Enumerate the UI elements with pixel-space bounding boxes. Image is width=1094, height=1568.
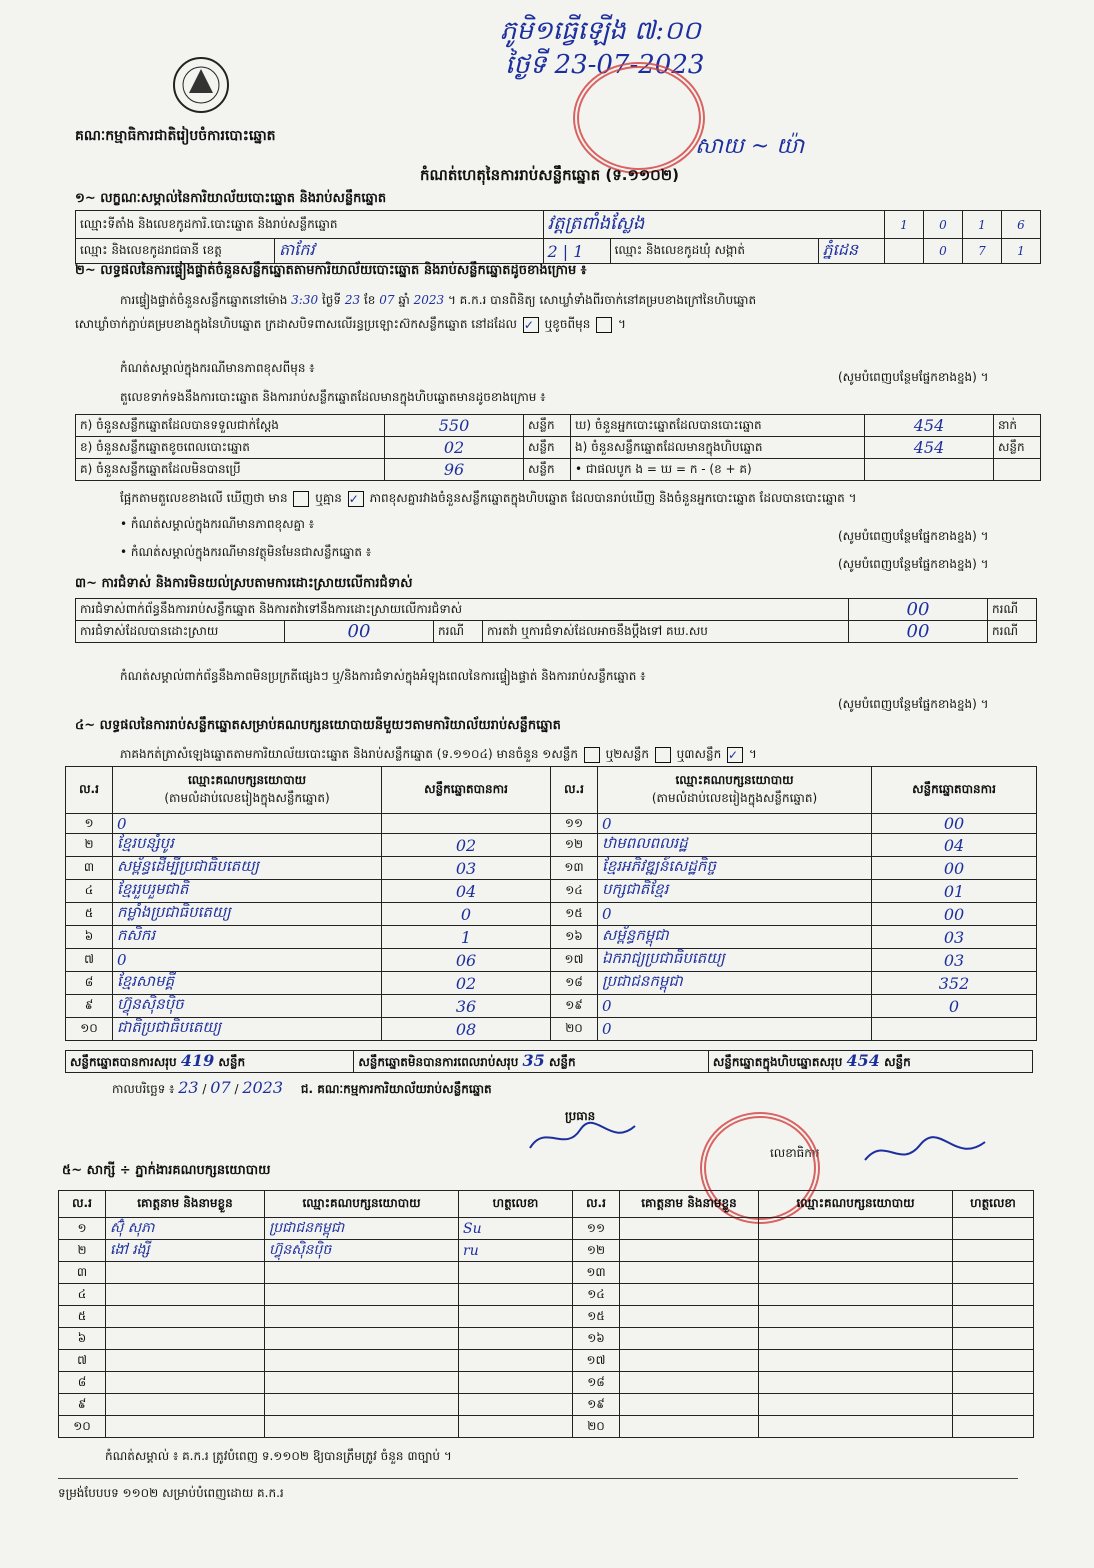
party-name: កសិករ xyxy=(113,926,382,949)
witness-name xyxy=(106,1306,265,1328)
party-votes: 02 xyxy=(382,834,551,857)
party-votes: 08 xyxy=(382,1018,551,1041)
para-day-label: ថ្ងៃទី xyxy=(321,293,341,307)
count-left-label: គ) ចំនួនសន្លឹកឆ្នោតដែលមិនបានប្រើ xyxy=(76,459,385,481)
para-year-label: ឆ្នាំ xyxy=(398,293,410,307)
witness-row xyxy=(59,1240,1034,1262)
resolved-count: 00 xyxy=(285,621,434,643)
witness-row xyxy=(59,1350,1034,1372)
party-no: ១២ xyxy=(551,834,598,857)
witness-no: ១៥ xyxy=(573,1306,620,1328)
witness-name xyxy=(620,1394,759,1416)
appeal-count: 00 xyxy=(849,621,988,643)
code-digit: 1 xyxy=(885,211,924,239)
handwritten-line1: ភូមិ១ធ្វើឡើង ៧:០០ xyxy=(500,16,701,46)
witness-table xyxy=(58,1190,1034,1438)
party-name: បក្សជាតិខ្មែរ xyxy=(598,880,872,903)
party-votes xyxy=(382,814,551,834)
party-no: ១១ xyxy=(551,814,598,834)
three-sheet-label: ឬ៣សន្លឹក xyxy=(676,747,722,761)
witness-party xyxy=(759,1416,953,1438)
witness-signature xyxy=(459,1394,573,1416)
party-name: 0 xyxy=(113,949,382,972)
party-votes: 04 xyxy=(872,834,1037,857)
witness-name xyxy=(106,1350,265,1372)
count-left-unit: សន្លឹក xyxy=(524,437,571,459)
unchanged-checkbox[interactable]: ✓ xyxy=(523,317,539,333)
col-name: គោត្តនាម និងនាមខ្លួន xyxy=(106,1191,265,1218)
commune-code-digit: 0 xyxy=(924,239,963,264)
party-name: កម្លាំងប្រជាធិបតេយ្យ xyxy=(113,903,382,926)
fill-note-3: (សូមបំពេញបន្ថែមផ្នែកខាងខ្នង) ។ xyxy=(838,557,989,571)
two-sheet-label: ឬ២សន្លឹក xyxy=(605,747,650,761)
col-no: ល.រ xyxy=(59,1191,106,1218)
witness-no: ៣ xyxy=(59,1262,106,1284)
fill-note: (សូមបំពេញបន្ថែមផ្នែកខាងខ្នង) ។ xyxy=(838,370,989,384)
witness-no: ១៨ xyxy=(573,1372,620,1394)
witness-signature xyxy=(953,1240,1034,1262)
section3-note: កំណត់សម្គាល់ពាក់ព័ន្ធនឹងភាពមិនប្រក្រតីផ្សេងៗ ឬ/និងការជំទាស់ក្នុងអំឡុងពេលនៃការផ្ទៀងផ្ទាត់ និងការរាប់សន្លឹកឆ្នោត ៖ xyxy=(120,669,646,683)
witness-signature xyxy=(953,1262,1034,1284)
count-right-label: • ជាផលបូក ង = ឃ = ក - (ខ + គ) xyxy=(571,459,865,481)
witness-signature: ru xyxy=(459,1240,573,1262)
committee-label: ជ. គណៈកម្មការការិយាល័យរាប់សន្លឹកឆ្នោត xyxy=(300,1082,492,1096)
chair-label: ប្រធាន xyxy=(565,1109,596,1123)
witness-party xyxy=(265,1416,459,1438)
witness-signature xyxy=(953,1306,1034,1328)
party-no: ៤ xyxy=(66,880,113,903)
total-invalid: 35 xyxy=(522,1051,545,1070)
footnote: កំណត់សម្គាល់ ៖ គ.ក.រ ត្រូវបំពេញ ទ.១១០២ ឱ្យបានត្រឹមត្រូវ ចំនួន ៣ច្បាប់ ។ xyxy=(105,1449,452,1463)
party-votes: 03 xyxy=(382,857,551,880)
witness-signature xyxy=(459,1416,573,1438)
witness-no: ២០ xyxy=(573,1416,620,1438)
party-row xyxy=(66,949,1037,972)
party-name: សម្ព័ន្ធកម្ពុជា xyxy=(598,926,872,949)
witness-name xyxy=(106,1328,265,1350)
section3-heading: ៣~ ការជំទាស់ និងការមិនយល់ស្របតាមការដោះស្រាយលើការជំទាស់ xyxy=(75,576,413,591)
count-right-value: 454 xyxy=(865,437,994,459)
appeal-label: ការតវ៉ា ឬការជំទាស់ដែលអាចនឹងប្តឹងទៅ គឃ.សប xyxy=(483,621,849,643)
witness-party xyxy=(265,1394,459,1416)
witness-signature xyxy=(459,1328,573,1350)
unit: សន្លឹក xyxy=(884,1055,911,1069)
total-valid-label: សន្លឹកឆ្នោតបានការសរុប xyxy=(70,1055,177,1069)
witness-row xyxy=(59,1372,1034,1394)
witness-signature xyxy=(459,1350,573,1372)
witness-party: ប្រជាជនកម្ពុជា xyxy=(265,1218,459,1240)
para-day: 23 xyxy=(344,293,361,307)
office-label: ឈ្មោះទីតាំង និងលេខកូដការិ.បោះឆ្នោត និងរាប់សន្លឹកឆ្នោត xyxy=(76,211,544,239)
secretary-signature xyxy=(860,1130,990,1175)
footer-divider xyxy=(58,1478,1018,1479)
party-name: 0 xyxy=(113,814,382,834)
count-right-value xyxy=(865,459,994,481)
party-no: ៥ xyxy=(66,903,113,926)
col-name: គោត្តនាម និងនាមខ្លួន xyxy=(620,1191,759,1218)
commune-value: ភ្នំដេន xyxy=(818,239,884,264)
witness-name xyxy=(106,1284,265,1306)
para-month-label: ខែ xyxy=(363,293,376,307)
party-name: 0 xyxy=(598,995,872,1018)
party-votes: 0 xyxy=(872,995,1037,1018)
province-code-digit: 1 xyxy=(573,241,584,261)
party-no: ៨ xyxy=(66,972,113,995)
witness-no: ១៣ xyxy=(573,1262,620,1284)
section1-heading: ១~ លក្ខណៈសម្គាល់នៃការិយាល័យបោះឆ្នោត និងរាប់សន្លឹកឆ្នោត xyxy=(75,191,387,206)
total-box: 454 xyxy=(846,1051,880,1070)
party-no: ១៦ xyxy=(551,926,598,949)
code-digit: 0 xyxy=(924,211,963,239)
bullet-difference: • កំណត់សម្គាល់ក្នុងករណីមានភាពខុសគ្នា ៖ xyxy=(120,517,315,531)
party-votes: 03 xyxy=(872,926,1037,949)
province-code: 2 | 1 xyxy=(543,239,610,264)
tally-sub: ភាគងកត់ត្រាសំឡេងឆ្នោតតាមការិយាល័យបោះឆ្នោត និងរាប់សន្លឹកឆ្នោត (ទ.១១០៤) មានចំនួន ១សន្លឹក xyxy=(120,747,578,761)
total-valid: 419 xyxy=(180,1051,215,1070)
witness-name xyxy=(620,1218,759,1240)
total-box-label: សន្លឹកឆ្នោតក្នុងហិបឆ្នោតសរុប xyxy=(712,1055,843,1069)
damaged-option-label: ឬខូចពីមុន xyxy=(544,317,591,331)
witness-party xyxy=(759,1394,953,1416)
witness-no: ១៩ xyxy=(573,1394,620,1416)
section2-paragraph xyxy=(120,292,1050,310)
witness-party xyxy=(759,1262,953,1284)
witness-party: ហ៊្វុនស៊ិនប៉ិច xyxy=(265,1240,459,1262)
section2-heading: ២~ លទ្ធផលនៃការផ្ទៀងផ្ទាត់ចំនួនសន្លឹកឆ្នោតតាមការិយាល័យបោះឆ្នោត និងរាប់សន្លឹកឆ្នោតដូចខាងក្រោម ៖ xyxy=(75,263,587,278)
witness-party xyxy=(759,1284,953,1306)
witness-party xyxy=(759,1240,953,1262)
date-year: 2023 xyxy=(242,1078,284,1097)
witness-name xyxy=(620,1328,759,1350)
party-name: 0 xyxy=(598,814,872,834)
compare-opt: ឬគ្មាន xyxy=(315,491,342,505)
party-no: ៦ xyxy=(66,926,113,949)
count-right-value: 454 xyxy=(865,415,994,437)
col-votes: សន្លឹកឆ្នោតបានការ xyxy=(872,767,1037,814)
date-month: 07 xyxy=(210,1078,231,1097)
party-votes: 00 xyxy=(872,857,1037,880)
witness-party xyxy=(759,1218,953,1240)
witness-name xyxy=(620,1262,759,1284)
count-right-unit xyxy=(994,459,1041,481)
party-votes: 00 xyxy=(872,903,1037,926)
party-no: ១៨ xyxy=(551,972,598,995)
party-votes: 01 xyxy=(872,880,1037,903)
party-votes: 0 xyxy=(382,903,551,926)
witness-no: ៦ xyxy=(59,1328,106,1350)
party-no: ៣ xyxy=(66,857,113,880)
party-votes: 352 xyxy=(872,972,1037,995)
count-left-label: ខ) ចំនួនសន្លឹកឆ្នោតខូចពេលបោះឆ្នោត xyxy=(76,437,385,459)
witness-no: ១ xyxy=(59,1218,106,1240)
party-votes: 04 xyxy=(382,880,551,903)
chair-signature xyxy=(525,1118,645,1158)
witness-no: ៤ xyxy=(59,1284,106,1306)
two-sheet-checkbox[interactable] xyxy=(655,747,671,763)
party-name: ឋាមពលពលរដ្ឋ xyxy=(598,834,872,857)
fill-note-2: (សូមបំពេញបន្ថែមផ្នែកខាងខ្នង) ។ xyxy=(838,529,989,543)
col-party-sub: (តាមលំដាប់លេខរៀងក្នុងសន្លឹកឆ្នោត) xyxy=(651,791,818,805)
party-name: ខ្មែររួបរួមជាតិ xyxy=(113,880,382,903)
witness-row xyxy=(59,1306,1034,1328)
witness-no: ៧ xyxy=(59,1350,106,1372)
one-sheet-checkbox[interactable] xyxy=(584,747,600,763)
witness-party xyxy=(759,1350,953,1372)
party-row xyxy=(66,834,1037,857)
code-digit: 1 xyxy=(963,211,1002,239)
date-line: កាលបរិច្ឆេទ ៖ 23 / 07 / 2023 ជ. គណៈកម្មការការិយាល័យរាប់សន្លឹកឆ្នោត xyxy=(112,1078,492,1097)
party-name: សម្ព័ន្ធដើម្បីប្រជាធិបតេយ្យ xyxy=(113,857,382,880)
witness-signature xyxy=(459,1372,573,1394)
witness-signature xyxy=(953,1284,1034,1306)
witness-name xyxy=(106,1262,265,1284)
witness-signature xyxy=(953,1416,1034,1438)
witness-name xyxy=(620,1240,759,1262)
province-value: តាកែវ xyxy=(275,239,544,264)
bullet-nonballot: • កំណត់សម្គាល់ក្នុងករណីមានវត្ថុមិនមែនជាសន្លឹកឆ្នោត ៖ xyxy=(120,545,372,559)
party-row xyxy=(66,972,1037,995)
party-row xyxy=(66,926,1037,949)
objection-count: 00 xyxy=(849,599,988,621)
col-party: ឈ្មោះគណបក្សនយោបាយ xyxy=(675,773,794,787)
party-votes: 36 xyxy=(382,995,551,1018)
para-year: 2023 xyxy=(413,293,445,307)
witness-row xyxy=(59,1262,1034,1284)
witness-no: ១៧ xyxy=(573,1350,620,1372)
party-name: ប្រជាជនកម្ពុជា xyxy=(598,972,872,995)
party-no: ៧ xyxy=(66,949,113,972)
witness-name xyxy=(106,1394,265,1416)
witness-no: ១០ xyxy=(59,1416,106,1438)
objection-label: ការជំទាស់ពាក់ព័ន្ធនឹងការរាប់សន្លឹកឆ្នោត និងការតវ៉ាទៅនឹងការដោះស្រាយលើការជំទាស់ xyxy=(76,599,849,621)
party-row xyxy=(66,857,1037,880)
col-no: ល.រ xyxy=(66,767,113,814)
party-name: ជាតិប្រជាធិបតេយ្យ xyxy=(113,1018,382,1041)
fill-note-4: (សូមបំពេញបន្ថែមផ្នែកខាងខ្នង) ។ xyxy=(838,697,989,711)
compare-suffix: ភាពខុសគ្នារវាងចំនួនសន្លឹកឆ្នោតក្នុងហិបឆ្នោត ដែលបានរាប់ឃើញ និងចំនួនអ្នកបោះឆ្នោត ដែលបានបោះឆ្នោត ។ xyxy=(369,491,857,505)
party-votes: 02 xyxy=(382,972,551,995)
witness-name xyxy=(106,1416,265,1438)
witness-party xyxy=(265,1306,459,1328)
witness-name: ងៅ រង្សី xyxy=(106,1240,265,1262)
col-no: ល.រ xyxy=(573,1191,620,1218)
unit: សន្លឹក xyxy=(548,1055,576,1069)
unit: ករណី xyxy=(988,621,1037,643)
party-name: ខ្មែរអភិវឌ្ឍន៍សេដ្ឋកិច្ច xyxy=(598,857,872,880)
objection-table xyxy=(75,598,1037,643)
witness-row xyxy=(59,1284,1034,1306)
witness-party xyxy=(759,1372,953,1394)
count-row xyxy=(76,459,1041,481)
witness-no: ៩ xyxy=(59,1394,106,1416)
col-sign: ហត្ថលេខា xyxy=(953,1191,1034,1218)
col-party: ឈ្មោះគណបក្សនយោបាយ xyxy=(187,773,307,787)
section5-heading: ៥~ សាក្សី ÷ ភ្នាក់ងារគណបក្សនយោបាយ xyxy=(62,1163,271,1178)
unit: សន្លឹក xyxy=(218,1055,246,1069)
date-day: 23 xyxy=(178,1078,199,1097)
commission-name: គណៈកម្មាធិការជាតិរៀបចំការបោះឆ្នោត xyxy=(75,128,276,144)
count-row xyxy=(76,437,1041,459)
resolved-label: ការជំទាស់ដែលបានដោះស្រាយ xyxy=(76,621,285,643)
count-row xyxy=(76,415,1041,437)
party-no: ១៤ xyxy=(551,880,598,903)
witness-name xyxy=(620,1350,759,1372)
form-title: កំណត់ហេតុនៃការរាប់សន្លឹកឆ្នោត (ទ.១១០២) xyxy=(420,166,680,184)
tally-sheet-line: ភាគងកត់ត្រាសំឡេងឆ្នោតតាមការិយាល័យបោះឆ្នោត និងរាប់សន្លឹកឆ្នោត (ទ.១១០៤) មានចំនួន ១សន្លឹក ឬ២សន្លឹក ឬ៣សន្លឹក ✓ ។ xyxy=(120,747,757,762)
col-party: ឈ្មោះគណបក្សនយោបាយ xyxy=(759,1191,953,1218)
count-right-label: ឃ) ចំនួនអ្នកបោះឆ្នោតដែលបានបោះឆ្នោត xyxy=(571,415,865,437)
col-votes: សន្លឹកឆ្នោតបានការ xyxy=(382,767,551,814)
witness-name xyxy=(620,1284,759,1306)
witness-row xyxy=(59,1328,1034,1350)
para-time: 3:30 xyxy=(291,293,319,307)
party-name: ខ្មែរសាមគ្គី xyxy=(113,972,382,995)
count-table xyxy=(75,414,1041,481)
witness-no: ១២ xyxy=(573,1240,620,1262)
count-right-unit: សន្លឹក xyxy=(994,437,1041,459)
no-difference-checkbox[interactable]: ✓ xyxy=(348,491,364,507)
commune-code-digit: 7 xyxy=(963,239,1002,264)
party-name: ហ៊្វុនស៊ិនប៉ិច xyxy=(113,995,382,1018)
witness-no: ១៤ xyxy=(573,1284,620,1306)
para-suffix: ។ គ.ក.រ បានពិនិត្យ សោឃ្លាំទាំងពីរចាក់នៅគម្របខាងក្រៅនៃហិបឆ្នោត xyxy=(447,293,757,307)
compare-text: ផ្អែកតាមតួលេខខាងលើ ឃើញថា មាន xyxy=(120,491,288,505)
party-name: 0 xyxy=(598,1018,872,1041)
party-votes: 1 xyxy=(382,926,551,949)
party-votes: 03 xyxy=(872,949,1037,972)
party-row xyxy=(66,880,1037,903)
party-votes xyxy=(872,1018,1037,1041)
note-difference: កំណត់សម្គាល់ក្នុងករណីមានភាពខុសពីមុន ៖ xyxy=(120,361,315,375)
count-left-value: 96 xyxy=(385,459,524,481)
para-prefix: ការផ្ទៀងផ្ទាត់ចំនួនសន្លឹកឆ្នោតនៅម៉ោង xyxy=(120,293,288,307)
code-digit: 6 xyxy=(1002,211,1041,239)
party-row xyxy=(66,814,1037,834)
witness-name xyxy=(620,1372,759,1394)
party-row xyxy=(66,1018,1037,1041)
witness-name xyxy=(106,1372,265,1394)
para2: សោឃ្លាំចាក់ភ្ជាប់គម្របខាងក្នុងនៃហិបឆ្នោត ក្រដាសបិទពាសលើរន្ធប្រឡោះស៊កសន្លឹកឆ្នោត នៅដដែល xyxy=(75,317,517,331)
witness-party xyxy=(265,1284,459,1306)
witness-row xyxy=(59,1218,1034,1240)
witness-party xyxy=(265,1328,459,1350)
top-official-seal xyxy=(573,62,705,174)
damaged-checkbox[interactable] xyxy=(596,317,612,333)
unit: ករណី xyxy=(434,621,483,643)
witness-name: ស៊ុំ សុភា xyxy=(106,1218,265,1240)
handwritten-line2: ថ្ងៃទី 23-07-2023 xyxy=(505,50,705,80)
witness-row xyxy=(59,1416,1034,1438)
witness-signature xyxy=(953,1218,1034,1240)
party-no: ១៩ xyxy=(551,995,598,1018)
party-name: ខ្មែរបន្សំបូរ xyxy=(113,834,382,857)
commune-code-digit: 1 xyxy=(1002,239,1041,264)
witness-signature xyxy=(953,1372,1034,1394)
party-no: ១ xyxy=(66,814,113,834)
witness-row xyxy=(59,1394,1034,1416)
province-label: ឈ្មោះ និងលេខកូដរាជធានី ខេត្ត xyxy=(76,239,275,264)
date-label: កាលបរិច្ឆេទ ៖ xyxy=(112,1082,175,1096)
witness-signature xyxy=(459,1262,573,1284)
party-name: ឯករាជ្យប្រជាធិបតេយ្យ xyxy=(598,949,872,972)
witness-party xyxy=(759,1328,953,1350)
three-sheet-checkbox[interactable]: ✓ xyxy=(727,747,743,763)
count-right-unit: នាក់ xyxy=(994,415,1041,437)
count-left-label: ក) ចំនួនសន្លឹកឆ្នោតដែលបានទទួលជាក់ស្តែង xyxy=(76,415,385,437)
section1-table xyxy=(75,210,1041,264)
witness-name xyxy=(620,1416,759,1438)
witness-no: ១១ xyxy=(573,1218,620,1240)
col-sign: ហត្ថលេខា xyxy=(459,1191,573,1218)
count-left-value: 02 xyxy=(385,437,524,459)
party-row xyxy=(66,903,1037,926)
witness-signature: Su xyxy=(459,1218,573,1240)
witness-no: ៥ xyxy=(59,1306,106,1328)
witness-party xyxy=(759,1306,953,1328)
party-no: ២ xyxy=(66,834,113,857)
witness-name xyxy=(620,1306,759,1328)
totals-row xyxy=(65,1050,1033,1073)
unit: ករណី xyxy=(988,599,1037,621)
col-no: ល.រ xyxy=(551,767,598,814)
witness-signature xyxy=(459,1284,573,1306)
para-month: 07 xyxy=(379,293,395,307)
count-right-label: ង) ចំនួនសន្លឹកឆ្នោតដែលមានក្នុងហិបឆ្នោត xyxy=(571,437,865,459)
col-party: ឈ្មោះគណបក្សនយោបាយ xyxy=(265,1191,459,1218)
witness-signature xyxy=(459,1306,573,1328)
commune-label: ឈ្មោះ និងលេខកូដឃុំ សង្កាត់ xyxy=(610,239,818,264)
witness-no: ២ xyxy=(59,1240,106,1262)
count-left-value: 550 xyxy=(385,415,524,437)
witness-party xyxy=(265,1262,459,1284)
total-invalid-label: សន្លឹកឆ្នោតមិនបានការពេលរាប់សរុប xyxy=(358,1055,519,1069)
witness-party xyxy=(265,1350,459,1372)
intro-table: តួលេខទាក់ទងនឹងការបោះឆ្នោត និងការរាប់សន្លឹកឆ្នោតដែលមានក្នុងហិបឆ្នោតមានដូចខាងក្រោម ៖ xyxy=(120,390,546,404)
count-left-unit: សន្លឹក xyxy=(524,459,571,481)
witness-no: ៨ xyxy=(59,1372,106,1394)
party-no: ១៥ xyxy=(551,903,598,926)
party-votes: 06 xyxy=(382,949,551,972)
col-party-sub: (តាមលំដាប់លេខរៀងក្នុងសន្លឹកឆ្នោត) xyxy=(164,791,330,805)
party-no: ១០ xyxy=(66,1018,113,1041)
party-no: ៩ xyxy=(66,995,113,1018)
commission-logo xyxy=(165,55,237,115)
party-name: 0 xyxy=(598,903,872,926)
secretary-label: លេខាធិការ xyxy=(770,1146,820,1160)
form-footer: ទម្រង់បែបបទ ១១០២ សម្រាប់បំពេញដោយ គ.ក.រ xyxy=(58,1486,284,1500)
compare-line xyxy=(120,490,1040,508)
party-votes: 00 xyxy=(872,814,1037,834)
province-code-digit: 2 xyxy=(547,241,558,261)
party-results-table xyxy=(65,766,1037,1041)
party-no: ២០ xyxy=(551,1018,598,1041)
party-row xyxy=(66,995,1037,1018)
section4-heading: ៤~ លទ្ធផលនៃការរាប់សន្លឹកឆ្នោតសម្រាប់គណបក្សនយោបាយនីមួយៗតាមការិយាល័យរាប់សន្លឹកឆ្នោត xyxy=(75,718,561,733)
party-no: ១៧ xyxy=(551,949,598,972)
count-left-unit: សន្លឹក xyxy=(524,415,571,437)
witness-signature xyxy=(953,1394,1034,1416)
witness-party xyxy=(265,1372,459,1394)
has-difference-checkbox[interactable] xyxy=(293,491,309,507)
witness-signature xyxy=(953,1350,1034,1372)
office-value: វត្តត្រពាំងស្លែង xyxy=(543,211,884,239)
witness-no: ១៦ xyxy=(573,1328,620,1350)
handwritten-signature-name: សាយ ~ យ៉ា xyxy=(695,134,805,159)
witness-signature xyxy=(953,1328,1034,1350)
section2-paragraph2: សោឃ្លាំចាក់ភ្ជាប់គម្របខាងក្នុងនៃហិបឆ្នោត ក្រដាសបិទពាសលើរន្ធប្រឡោះស៊កសន្លឹកឆ្នោត នៅដដែល ✓ ឬខូចពីមុន ។ xyxy=(75,317,626,332)
party-no: ១៣ xyxy=(551,857,598,880)
